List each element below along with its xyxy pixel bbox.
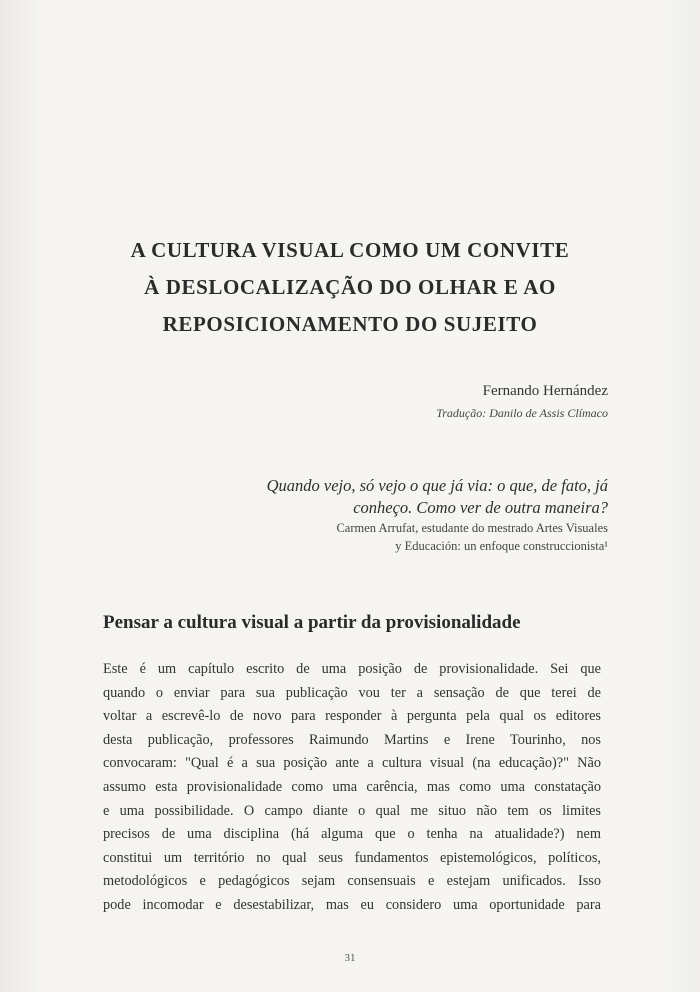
author-name: Fernando Hernández (482, 383, 608, 399)
translator-credit: Tradução: Danilo de Assis Clímaco (436, 406, 608, 420)
paragraph-line: convocaram: "Qual é a sua posição ante a cultura visual (na educação)?" Não (103, 755, 601, 772)
paragraph-line: e uma possibilidade. O campo diante o qual me situo não tem os limites (103, 802, 601, 819)
epigraph-quote-line: Quando vejo, só vejo o que já via: o que, de fato, já (266, 476, 608, 495)
paragraph-line: desta publicação, professores Raimundo Martins e Irene Tourinho, nos (103, 731, 601, 748)
page-number: 31 (344, 952, 356, 964)
chapter-title-line: REPOSICIONAMENTO DO SUJEITO (162, 312, 538, 336)
paragraph-line: assumo esta provisionalidade como uma carência, mas como uma constatação (103, 778, 601, 795)
paragraph-line: voltar a escrevê-lo de novo para responder à pergunta pela qual os editores (103, 708, 601, 725)
section-heading: Pensar a cultura visual a partir da provisionalidade (103, 612, 521, 633)
chapter-title (90, 232, 610, 343)
body-paragraph (103, 658, 601, 918)
paragraph-line: Este é um capítulo escrito de uma posição de provisionalidade. Sei que (103, 661, 601, 677)
paragraph-line: metodológicos e pedagógicos sejam consensuais e estejam unificados. Isso (103, 873, 601, 890)
chapter-title-line: A CULTURA VISUAL COMO UM CONVITE (130, 238, 570, 262)
paragraph-line: constitui um território no qual seus fundamentos epistemológicos, políticos, (103, 849, 601, 866)
epigraph (188, 475, 608, 555)
epigraph-source-line: y Educación: un enfoque construccionista¹ (395, 539, 608, 553)
chapter-title-line: À DESLOCALIZAÇÃO DO OLHAR E AO (144, 275, 556, 299)
epigraph-quote-line: conheço. Como ver de outra maneira? (353, 498, 608, 517)
paragraph-line: precisos de uma disciplina (há alguma que o tenha na atualidade?) nem (103, 826, 601, 843)
epigraph-source-line: Carmen Arrufat, estudante do mestrado Artes Visuales (336, 521, 608, 535)
paragraph-line: pode incomodar e desestabilizar, mas eu considero uma oportunidade para (103, 896, 601, 913)
paragraph-line: quando o enviar para sua publicação vou ter a sensação de que terei de (103, 684, 601, 701)
